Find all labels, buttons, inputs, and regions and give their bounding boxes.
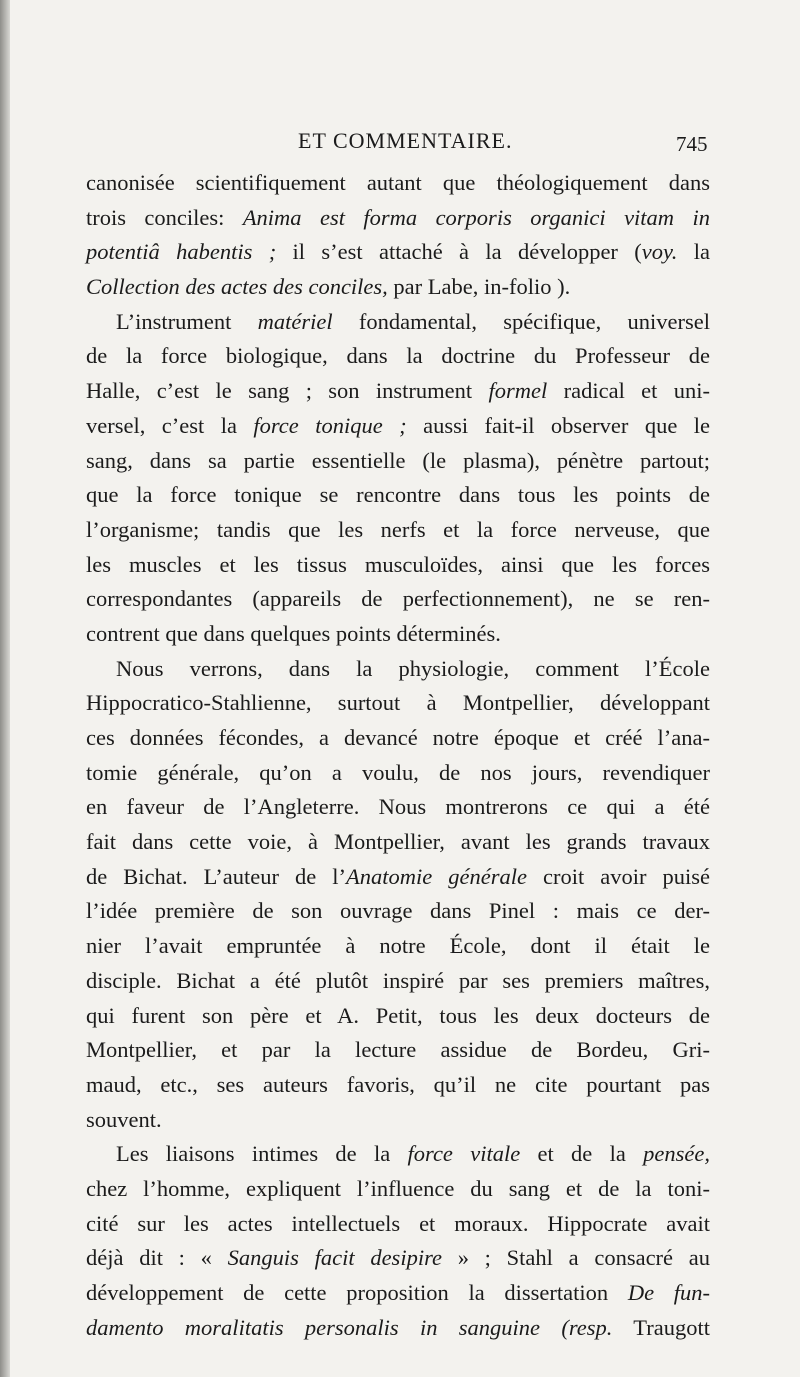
- text-run: l’organisme; tandis que les nerfs et la force nerveuse, que: [86, 516, 710, 542]
- text-line: [86, 894, 710, 929]
- paragraph: [86, 305, 710, 652]
- text-line: [86, 929, 710, 964]
- text-line: [86, 270, 710, 305]
- text-line: [86, 1103, 710, 1138]
- text-run: Les liaisons intimes de la: [116, 1141, 408, 1167]
- page-number: 745: [676, 132, 708, 156]
- text-line: [86, 374, 710, 409]
- text-line: [86, 652, 710, 687]
- text-line: [86, 1068, 710, 1103]
- italic-text: Collection des actes des conciles,: [86, 274, 388, 300]
- text-line: [86, 235, 710, 270]
- text-run: par Labe, in-folio ).: [387, 274, 571, 300]
- text-run: en faveur de l’Angleterre. Nous montrerons ce qui a été: [86, 794, 710, 820]
- italic-text: force vitale: [407, 1141, 521, 1167]
- text-line: [86, 548, 710, 583]
- text-run: aussi fait-il observer que le: [406, 412, 710, 438]
- text-run: l’idée première de son ouvrage dans Pinel : mais ce der-: [86, 898, 710, 924]
- paragraph: [86, 166, 710, 305]
- text-line: [86, 1033, 710, 1068]
- text-line: [86, 513, 710, 548]
- text-run: les muscles et les tissus musculoïdes, ainsi que les forces: [86, 551, 710, 577]
- text-line: [86, 1137, 710, 1172]
- text-line: [86, 339, 710, 374]
- text-run: tomie générale, qu’on a voulu, de nos jours, revendiquer: [86, 759, 710, 785]
- text-line: [86, 790, 710, 825]
- italic-text: formel: [488, 378, 548, 404]
- text-line: [86, 999, 710, 1034]
- text-line: [86, 409, 710, 444]
- text-line: [86, 1241, 710, 1276]
- text-line: [86, 1311, 710, 1346]
- page-binding-edge: [0, 0, 10, 1377]
- text-run: et de la: [520, 1141, 644, 1167]
- paragraph: [86, 652, 710, 1138]
- italic-text: Anatomie générale: [346, 863, 527, 889]
- text-run: radical et uni-: [547, 378, 711, 404]
- text-run: canonisée scientifiquement autant que théologiquement dans: [86, 170, 710, 195]
- italic-text: voy.: [641, 239, 678, 265]
- italic-text: Sanguis facit desipire: [227, 1245, 442, 1271]
- text-run: fondamental, spécifique, universel: [332, 308, 710, 334]
- text-run: nier l’avait empruntée à notre École, dont il était le: [86, 933, 710, 959]
- text-run: qui furent son père et A. Petit, tous les deux docteurs de: [86, 1002, 710, 1028]
- text-run: contrent que dans quelques points déterminés.: [86, 620, 501, 646]
- text-run: versel, c’est la: [86, 412, 254, 438]
- body-text: [86, 166, 710, 1345]
- text-run: Montpellier, et par la lecture assidue de Bordeu, Gri-: [86, 1037, 710, 1063]
- italic-text: De fun-: [627, 1280, 711, 1305]
- text-line: [86, 305, 710, 340]
- text-run: Halle, c’est le sang ; son instrument: [86, 378, 489, 404]
- text-run: Nous verrons, dans la physiologie, comment l’École: [116, 655, 710, 681]
- text-run: la: [677, 239, 710, 265]
- text-line: [86, 756, 710, 791]
- text-line: [86, 201, 710, 236]
- italic-text: matériel: [257, 308, 333, 334]
- text-run: souvent.: [86, 1106, 162, 1132]
- text-line: [86, 478, 710, 513]
- text-line: [86, 825, 710, 860]
- text-line: [86, 860, 710, 895]
- italic-text: damento moralitatis personalis in sanguine (resp.: [86, 1314, 613, 1340]
- text-run: trois conciles:: [86, 204, 243, 230]
- text-run: il s’est attaché à la développer (: [276, 239, 642, 265]
- text-line: [86, 1172, 710, 1207]
- paragraph: [86, 1137, 710, 1345]
- text-run: chez l’homme, expliquent l’influence du sang et de la toni-: [86, 1175, 710, 1201]
- running-title: ET COMMENTAIRE.: [298, 128, 513, 153]
- text-run: Traugott: [612, 1314, 710, 1340]
- text-run: disciple. Bichat a été plutôt inspiré par ses premiers maîtres,: [86, 967, 710, 993]
- text-run: fait dans cette voie, à Montpellier, avant les grands travaux: [86, 829, 710, 855]
- italic-text: pensée,: [643, 1141, 710, 1167]
- italic-text: potentiâ habentis ;: [86, 239, 277, 265]
- text-run: » ; Stahl a consacré au: [441, 1245, 711, 1271]
- text-run: Hippocratico-Stahlienne, surtout à Montpellier, développant: [86, 690, 710, 716]
- text-line: [86, 721, 710, 756]
- text-run: développement de cette proposition la dissertation: [86, 1280, 628, 1305]
- text-run: cité sur les actes intellectuels et moraux. Hippocrate avait: [86, 1210, 710, 1236]
- text-run: de Bichat. L’auteur de l’: [86, 863, 347, 889]
- text-run: maud, etc., ses auteurs favoris, qu’il ne cite pourtant pas: [86, 1071, 710, 1097]
- text-line: [86, 166, 710, 201]
- text-line: [86, 617, 710, 652]
- text-run: de la force biologique, dans la doctrine du Professeur de: [86, 343, 710, 369]
- text-run: L’instrument: [116, 308, 258, 334]
- text-line: [86, 1207, 710, 1242]
- running-header: [0, 128, 800, 160]
- text-run: que la force tonique se rencontre dans tous les points de: [86, 482, 710, 508]
- text-line: [86, 686, 710, 721]
- text-line: [86, 964, 710, 999]
- text-line: [86, 444, 710, 479]
- text-run: croit avoir puisé: [527, 863, 710, 889]
- text-run: déjà dit : «: [86, 1245, 228, 1271]
- text-run: sang, dans sa partie essentielle (le plasma), pénètre partout;: [86, 447, 710, 473]
- text-line: [86, 1276, 710, 1311]
- text-line: [86, 582, 710, 617]
- italic-text: Anima est forma corporis organici vitam in: [242, 204, 710, 230]
- text-run: correspondantes (appareils de perfectionnement), ne se ren-: [86, 586, 710, 612]
- italic-text: force tonique ;: [253, 412, 407, 438]
- text-run: ces données fécondes, a devancé notre époque et créé l’ana-: [86, 725, 710, 750]
